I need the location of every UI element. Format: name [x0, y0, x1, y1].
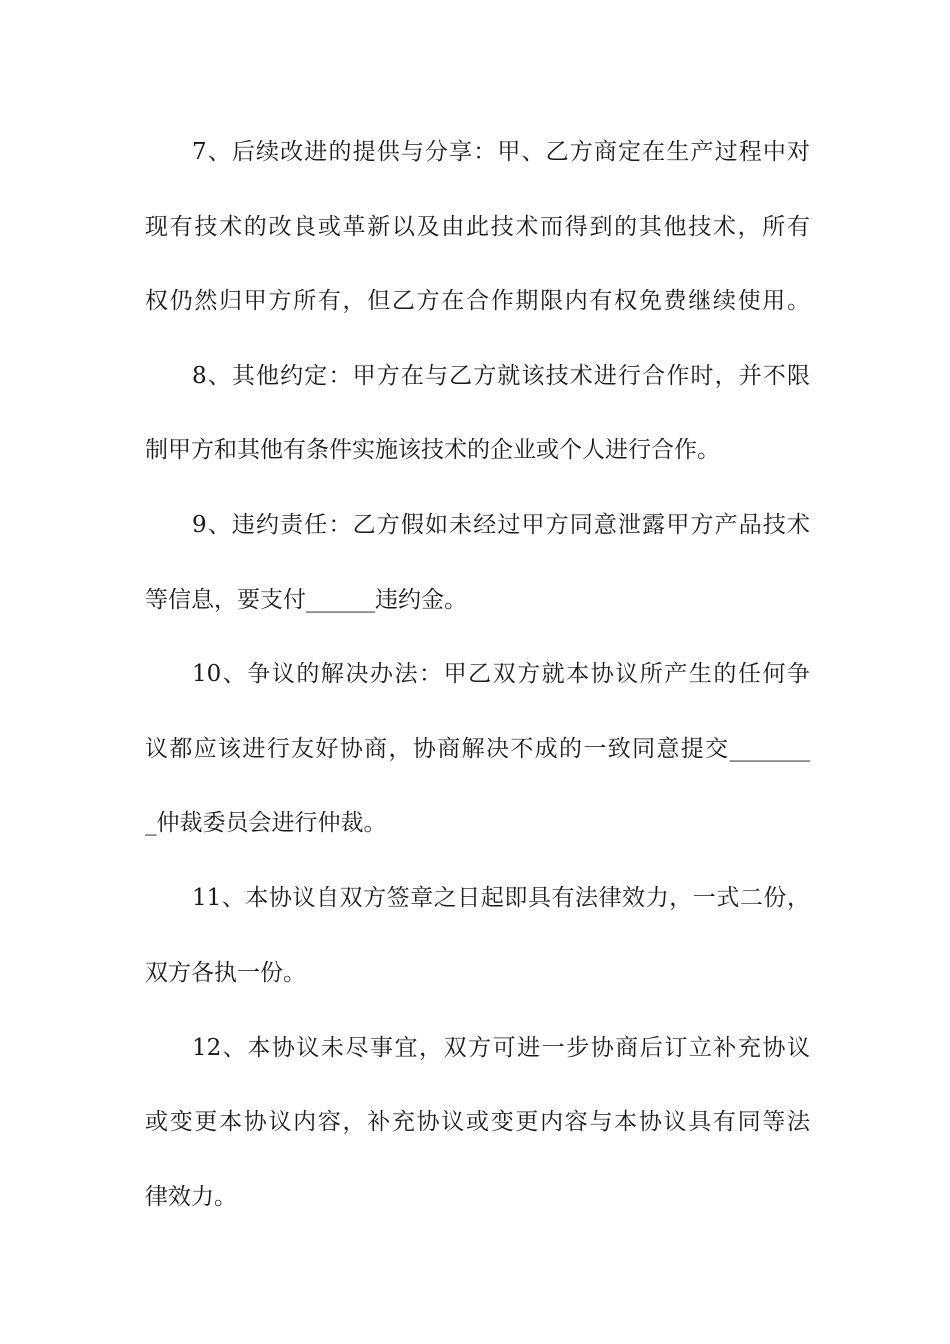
clause-11-line-2: 双方各执一份。 — [145, 960, 306, 986]
clause-9-line-1: 9、违约责任：乙方假如未经过甲方同意泄露甲方产品技术 — [192, 512, 810, 538]
clause-10-line-3: _仲裁委员会进行仲裁。 — [145, 810, 387, 836]
clause-7-line-2: 现有技术的改良或革新以及由此技术而得到的其他技术，所有 — [145, 214, 810, 240]
clause-7-line-1: 7、后续改进的提供与分享：甲、乙方商定在生产过程中对 — [192, 139, 810, 165]
clause-12-line-3: 律效力。 — [145, 1184, 237, 1210]
clause-12-line-2: 或变更本协议内容，补充协议或变更内容与本协议具有同等法 — [145, 1109, 810, 1135]
clause-7-line-3: 权仍然归甲方所有，但乙方在合作期限内有权免费继续使用。 — [145, 288, 810, 314]
clause-8-line-1: 8、其他约定：甲方在与乙方就该技术进行合作时，并不限 — [192, 363, 810, 389]
clause-9-line-2: 等信息，要支付______违约金。 — [145, 587, 467, 613]
clause-12-line-1: 12、本协议未尽事宜，双方可进一步协商后订立补充协议 — [192, 1035, 810, 1061]
clause-10-line-1: 10、争议的解决办法：甲乙双方就本协议所产生的任何争 — [192, 661, 810, 687]
clause-8-line-2: 制甲方和其他有条件实施该技术的企业或个人进行合作。 — [145, 437, 720, 463]
clause-10-line-2: 议都应该进行友好协商，协商解决不成的一致同意提交_______ — [145, 736, 810, 762]
clause-11-line-1: 11、本协议自双方签章之日起即具有法律效力，一式二份， — [192, 885, 810, 911]
